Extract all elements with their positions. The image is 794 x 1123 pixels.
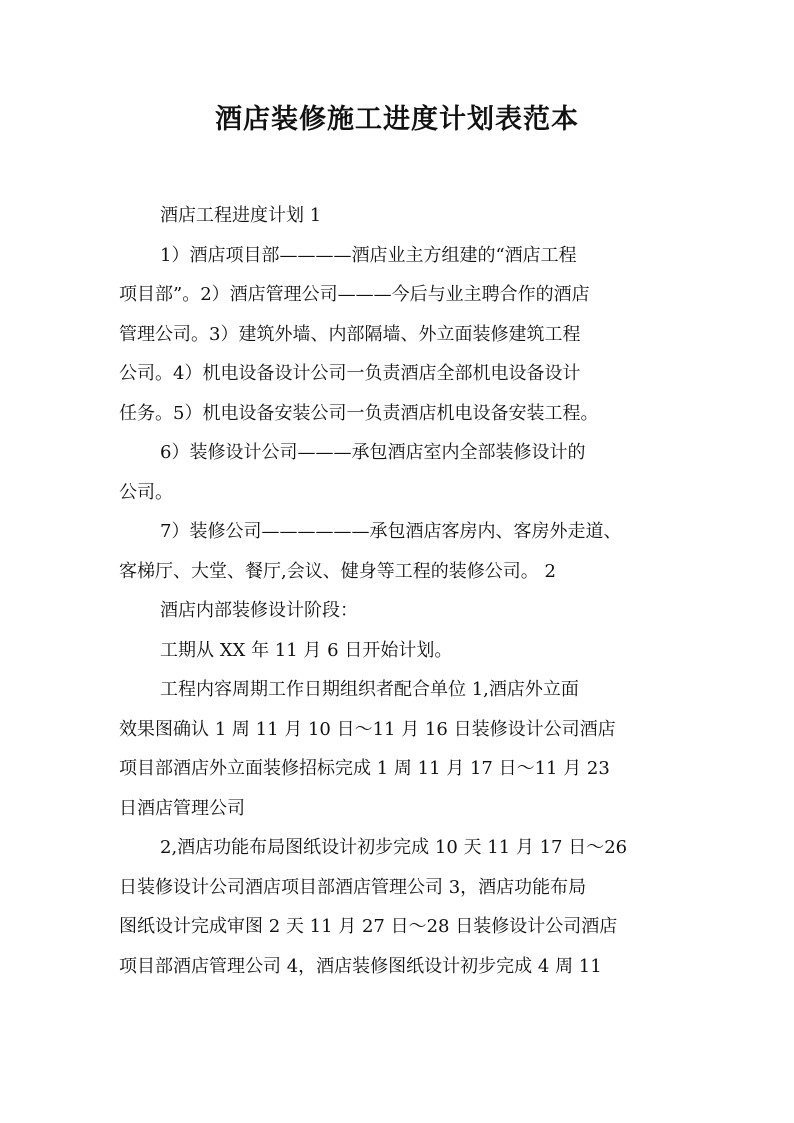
- paragraph-1: [119, 196, 675, 236]
- document-title: 酒店装修施工进度计划表范本: [215, 104, 579, 135]
- text-line: 酒店工程进度计划 1: [160, 205, 322, 226]
- paragraph-8: [119, 828, 675, 986]
- text-line: 公司。4）机电设备设计公司一负责酒店全部机电设备设计: [119, 363, 581, 384]
- text-line: 7）装修公司——————承包酒店客房内、客房外走道、: [160, 521, 622, 542]
- text-line: 效果图确认 1 周 11 月 10 日～11 月 16 日装修设计公司酒店: [119, 718, 616, 740]
- text-line: 日酒店管理公司: [119, 797, 245, 819]
- text-line: 公司。: [119, 481, 173, 503]
- document-body: [119, 196, 675, 986]
- text-line: 酒店内部装修设计阶段：: [160, 600, 358, 621]
- text-line: 日装修设计公司酒店项目部酒店管理公司 3，酒店功能布局: [119, 876, 587, 898]
- paragraph-7: [119, 670, 675, 828]
- paragraph-2: [119, 236, 675, 434]
- text-line: 项目部酒店外立面装修招标完成 1 周 11 月 17 日～11 月 23: [119, 758, 610, 779]
- text-line: 项目部”。2）酒店管理公司———今后与业主聘合作的酒店: [119, 284, 590, 305]
- paragraph-5: [119, 591, 675, 631]
- paragraph-6: [119, 631, 675, 671]
- text-line: 任务。5）机电设备安装公司一负责酒店机电设备安装工程。: [119, 402, 599, 424]
- text-line: 客梯厅、大堂、餐厅,会议、健身等工程的装修公司。 2: [119, 560, 556, 582]
- text-line: 6）装修设计公司———承包酒店室内全部装修设计的: [160, 442, 586, 463]
- text-line: 2,酒店功能布局图纸设计初步完成 10 天 11 月 17 日～26: [160, 837, 628, 858]
- text-line: 项目部酒店管理公司 4，酒店装修图纸设计初步完成 4 周 11: [119, 955, 602, 977]
- paragraph-3: [119, 433, 675, 512]
- paragraph-4: [119, 512, 675, 591]
- text-line: 管理公司。3）建筑外墙、内部隔墙、外立面装修建筑工程: [119, 323, 581, 345]
- text-line: 图纸设计完成审图 2 天 11 月 27 日～28 日装修设计公司酒店: [119, 916, 618, 937]
- text-line: 工期从 XX 年 11 月 6 日开始计划。: [160, 639, 453, 661]
- text-line: 工程内容周期工作日期组织者配合单位 1,酒店外立面: [160, 679, 579, 700]
- text-line: 1）酒店项目部————酒店业主方组建的“酒店工程: [160, 244, 577, 266]
